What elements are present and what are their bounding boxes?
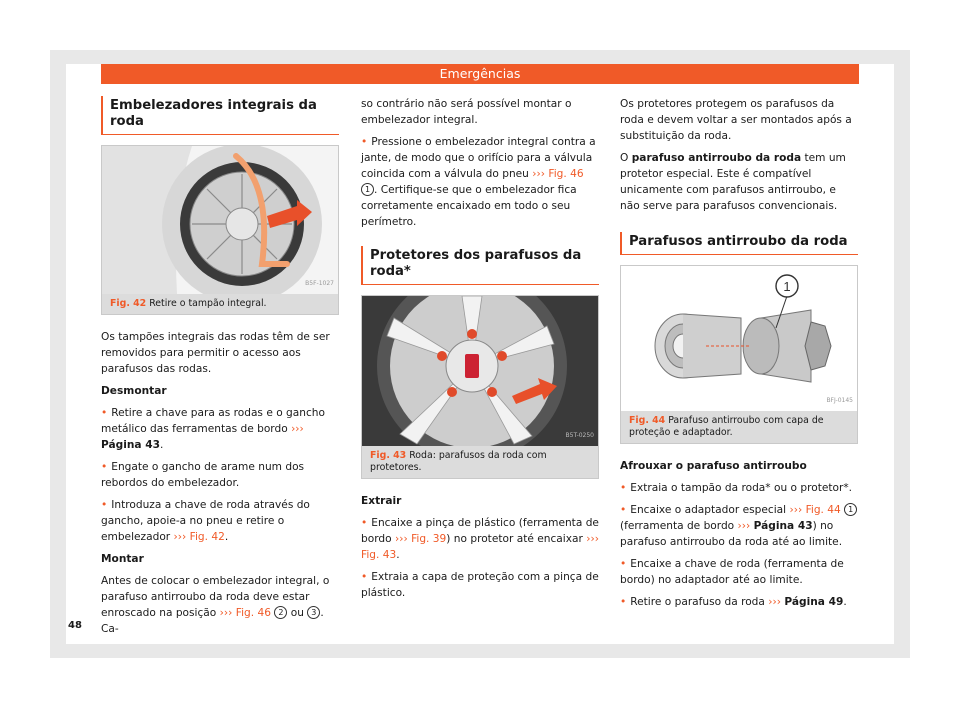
figure-caption-text: Parafuso antirroubo com capa de proteção e adaptador. xyxy=(629,415,824,438)
figure-link[interactable]: Fig. 39 xyxy=(411,533,447,545)
column-2 xyxy=(361,96,599,607)
paragraph: so contrário não será possível montar o embelezador integral. xyxy=(361,98,572,126)
figure-label: Fig. 43 xyxy=(370,450,407,461)
subheading-afrouxar: Afrouxar o parafuso antirroubo xyxy=(620,460,807,472)
figure-link[interactable]: Fig. 44 xyxy=(805,504,841,516)
subheading-montar: Montar xyxy=(101,553,144,565)
callout-number: 1 xyxy=(844,503,857,516)
figure-label: Fig. 44 xyxy=(629,415,666,426)
antitheft-bolt-illustration xyxy=(621,266,857,411)
wheel-protectors-illustration xyxy=(362,296,598,446)
section-banner: Emergências xyxy=(101,64,859,84)
list-item: • Retire o parafuso da roda ››› Página 49. xyxy=(620,594,858,610)
figure-label: Fig. 42 xyxy=(110,298,147,309)
figure-code: B5T-0250 xyxy=(565,432,594,439)
page-link[interactable]: Página 43 xyxy=(101,439,160,451)
list-item: • Introduza a chave de roda através do gancho, apoie-a no pneu e retire o embelezador ››› Fig. 42. xyxy=(101,497,339,545)
subheading-extrair: Extrair xyxy=(361,495,402,507)
figure-44 xyxy=(620,265,858,444)
figure-link[interactable]: Fig. 42 xyxy=(189,531,225,543)
heading-embelezadores: Embelezadores integrais da roda xyxy=(101,96,339,135)
figure-callout-number: 1 xyxy=(783,279,791,294)
list-item: • Encaixe a chave de roda (ferramenta de bordo) no adaptador até ao limite. xyxy=(620,556,858,588)
figure-43 xyxy=(361,295,599,479)
figure-42 xyxy=(101,145,339,315)
wheel-cover-illustration xyxy=(102,146,338,294)
paragraph: O parafuso antirroubo da roda tem um protetor especial. Este é compatível unicamente com parafusos antirroubo, e não serve para parafusos convencionais. xyxy=(620,152,846,212)
subheading-desmontar: Desmontar xyxy=(101,385,167,397)
figure-caption-text: Roda: parafusos da roda com protetores. xyxy=(370,450,547,473)
figure-code: B5F-1027 xyxy=(305,280,334,287)
callout-number: 3 xyxy=(307,606,320,619)
column-3 xyxy=(620,96,858,616)
list-item: • Pressione o embelezador integral contra a jante, de modo que o orifício para a válvula coincida com a válvula do pneu ››› Fig. 46 1 . Certifique-se que o embelezador fica corretamente encaixado em todo o seu perímetro. xyxy=(361,134,599,230)
figure-link[interactable]: Fig. 46 xyxy=(548,168,584,180)
wheel-cover-image xyxy=(102,146,338,294)
figure-link[interactable]: Fig. 43 xyxy=(361,549,397,561)
figure-caption-text: Retire o tampão integral. xyxy=(149,298,267,309)
figure-caption xyxy=(102,294,338,314)
page-number: 48 xyxy=(68,620,82,631)
montar-paragraph: Antes de colocar o embelezador integral, o parafuso antirroubo da roda deve estar enroscado na posição ››› Fig. 46 2 ou 3 . Ca- xyxy=(101,575,330,635)
antitheft-bolt-image xyxy=(621,266,857,411)
wheel-rim-image xyxy=(362,296,598,446)
list-item: • Encaixe a pinça de plástico (ferramenta de bordo ››› Fig. 39) no protetor até encaixar ››› Fig. 43. xyxy=(361,515,599,563)
figure-caption xyxy=(362,446,598,478)
list-item: • Extraia a capa de proteção com a pinça de plástico. xyxy=(361,569,599,601)
page-link[interactable]: Página 49 xyxy=(784,596,844,608)
callout-number: 2 xyxy=(274,606,287,619)
column-1 xyxy=(101,96,339,643)
list-item: • Retire a chave para as rodas e o gancho metálico das ferramentas de bordo ››› Página 43. xyxy=(101,405,339,453)
list-item: • Encaixe o adaptador especial ››› Fig. 44 1 (ferramenta de bordo ››› Página 43) no parafuso antirroubo da roda até ao limite. xyxy=(620,502,858,550)
callout-number: 1 xyxy=(361,183,374,196)
figure-code: BFJ-0145 xyxy=(826,397,853,404)
page-link[interactable]: Página 43 xyxy=(753,520,813,532)
figure-link[interactable]: Fig. 46 xyxy=(235,607,271,619)
list-item: • Extraia o tampão da roda* ou o protetor*. xyxy=(620,480,858,496)
list-item: • Engate o gancho de arame num dos rebordos do embelezador. xyxy=(101,459,339,491)
heading-antirroubo: Parafusos antirroubo da roda xyxy=(620,232,858,255)
intro-paragraph: Os tampões integrais das rodas têm de ser removidos para permitir o acesso aos parafusos das rodas. xyxy=(101,331,330,375)
figure-caption xyxy=(621,411,857,443)
paragraph: Os protetores protegem os parafusos da roda e devem voltar a ser montados após a substituição da roda. xyxy=(620,98,852,142)
heading-protetores: Protetores dos parafusos da roda* xyxy=(361,246,599,285)
